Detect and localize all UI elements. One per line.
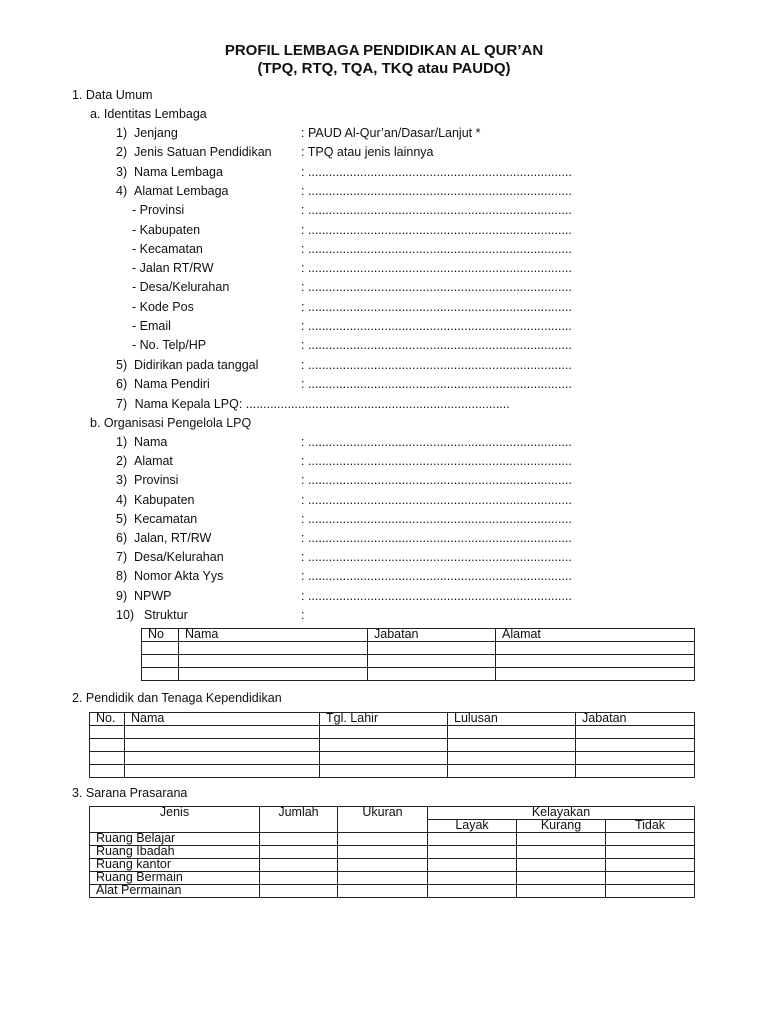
field-value: : ............................................................................ bbox=[301, 588, 572, 603]
identitas-row bbox=[116, 242, 636, 258]
table-cell bbox=[90, 739, 125, 752]
table-cell bbox=[320, 726, 448, 739]
field-value: : ............................................................................ bbox=[301, 299, 572, 314]
table-row bbox=[90, 833, 695, 846]
organisasi-row bbox=[116, 608, 636, 624]
table-cell bbox=[368, 655, 496, 668]
column-header: Jenis bbox=[90, 807, 260, 833]
field-label: - Jalan RT/RW bbox=[132, 261, 214, 276]
organisasi-row bbox=[116, 473, 636, 489]
field-label: - Kode Pos bbox=[132, 299, 194, 314]
item-number: 4) bbox=[116, 183, 128, 198]
table-cell bbox=[517, 859, 606, 872]
field-label: - Email bbox=[132, 319, 171, 333]
table-row bbox=[90, 885, 695, 898]
table-cell bbox=[606, 833, 695, 846]
table-cell bbox=[517, 846, 606, 859]
section1-heading: 1. Data Umum bbox=[72, 88, 153, 102]
table-header-row bbox=[90, 713, 695, 726]
table-cell bbox=[576, 752, 695, 765]
item-number: 6) bbox=[116, 531, 128, 545]
field-label: Nomor Akta Yys bbox=[134, 569, 224, 584]
field-value: : ............................................................................ bbox=[301, 280, 572, 295]
column-header: Jabatan bbox=[368, 629, 496, 642]
identitas-row bbox=[116, 184, 636, 200]
table-row bbox=[142, 668, 695, 681]
table-cell bbox=[125, 739, 320, 752]
table-cell bbox=[338, 872, 428, 885]
item-number: 10) bbox=[116, 607, 135, 622]
column-header: Alamat bbox=[496, 629, 695, 642]
organisasi-row bbox=[116, 531, 636, 547]
field-value: : ............................................................................ bbox=[301, 241, 572, 256]
section3-heading: 3. Sarana Prasarana bbox=[72, 786, 188, 800]
column-header: Ukuran bbox=[338, 807, 428, 833]
field-value: : TPQ atau jenis lainnya bbox=[301, 145, 434, 160]
organisasi-row bbox=[116, 435, 636, 451]
field-label: - Kecamatan bbox=[132, 241, 203, 256]
table-cell bbox=[90, 726, 125, 739]
sarana-jenis: Ruang kantor bbox=[90, 859, 260, 872]
organisasi-row bbox=[116, 512, 636, 528]
item-number: 3) bbox=[116, 473, 128, 488]
document-title-line2: (TPQ, RTQ, TQA, TKQ atau PAUDQ) bbox=[257, 60, 511, 77]
sarana-jenis: Ruang Ibadah bbox=[90, 846, 260, 859]
field-value: : bbox=[301, 607, 305, 622]
column-header-kelayakan: Kelayakan bbox=[428, 807, 695, 820]
identitas-row bbox=[116, 319, 636, 335]
table-cell bbox=[260, 859, 338, 872]
identitas-row bbox=[116, 126, 636, 142]
item-number: 8) bbox=[116, 569, 128, 584]
table-cell bbox=[90, 752, 125, 765]
identitas-row bbox=[116, 358, 636, 374]
table-cell bbox=[260, 846, 338, 859]
table-cell bbox=[260, 872, 338, 885]
kepala-lpq-text: Nama Kepala LPQ: ............................................................................ bbox=[134, 397, 510, 411]
identitas-row bbox=[116, 223, 636, 239]
table-cell bbox=[576, 726, 695, 739]
organisasi-row bbox=[116, 454, 636, 470]
table-cell bbox=[517, 872, 606, 885]
table-cell bbox=[517, 885, 606, 898]
table-cell bbox=[90, 765, 125, 778]
field-label: Alamat Lembaga bbox=[134, 183, 229, 198]
table-cell bbox=[368, 668, 496, 681]
organisasi-row bbox=[116, 589, 636, 605]
field-value: : ............................................................................ bbox=[301, 531, 572, 545]
column-header: Tgl. Lahir bbox=[320, 713, 448, 726]
table-row bbox=[90, 752, 695, 765]
document-title-line1: PROFIL LEMBAGA PENDIDIKAN AL QUR’AN bbox=[224, 42, 544, 59]
item-number: 1) bbox=[116, 435, 128, 449]
field-value: : ............................................................................ bbox=[301, 492, 572, 507]
column-header: Nama bbox=[125, 713, 320, 726]
table-cell bbox=[496, 655, 695, 668]
table-row bbox=[90, 739, 695, 752]
table-cell bbox=[260, 885, 338, 898]
field-label: Provinsi bbox=[134, 473, 179, 488]
column-header: Jabatan bbox=[576, 713, 695, 726]
column-subheader: Kurang bbox=[517, 820, 606, 833]
field-label: - Provinsi bbox=[132, 203, 185, 218]
table-cell bbox=[517, 833, 606, 846]
table-row bbox=[90, 859, 695, 872]
table-cell bbox=[125, 765, 320, 778]
sarana-jenis: Alat Permainan bbox=[90, 885, 260, 898]
item-number: 9) bbox=[116, 588, 128, 603]
table-cell bbox=[320, 752, 448, 765]
table-row bbox=[90, 872, 695, 885]
table-cell bbox=[448, 752, 576, 765]
table-cell bbox=[338, 846, 428, 859]
field-value: : ............................................................................ bbox=[301, 319, 572, 333]
field-value: : ............................................................................ bbox=[301, 376, 572, 391]
field-value: : PAUD Al-Qur’an/Dasar/Lanjut * bbox=[301, 126, 481, 140]
table-row bbox=[90, 726, 695, 739]
table-header-row bbox=[142, 629, 695, 642]
item-number: 5) bbox=[116, 357, 128, 372]
identitas-row bbox=[116, 338, 636, 354]
kepala-lpq-row bbox=[116, 397, 510, 412]
column-header: Nama bbox=[179, 629, 368, 642]
table-row bbox=[90, 765, 695, 778]
table-cell bbox=[179, 642, 368, 655]
table-cell bbox=[179, 668, 368, 681]
pendidik-table bbox=[89, 712, 695, 778]
table-cell bbox=[142, 642, 179, 655]
field-label: - Kabupaten bbox=[132, 222, 201, 237]
table-cell bbox=[125, 752, 320, 765]
table-cell bbox=[125, 726, 320, 739]
field-value: : ............................................................................ bbox=[301, 454, 572, 469]
table-cell bbox=[448, 765, 576, 778]
item-number: 5) bbox=[116, 511, 128, 526]
field-value: : ............................................................................ bbox=[301, 550, 572, 565]
column-header: No bbox=[142, 629, 179, 642]
sarana-jenis: Ruang Bermain bbox=[90, 872, 260, 885]
field-label: Jenjang bbox=[134, 126, 178, 140]
field-value: : ............................................................................ bbox=[301, 569, 572, 584]
item-number: 2) bbox=[116, 454, 128, 469]
field-label: Kecamatan bbox=[134, 511, 198, 526]
table-cell bbox=[142, 655, 179, 668]
table-cell bbox=[428, 885, 517, 898]
field-label: Alamat bbox=[134, 454, 173, 469]
kepala-lpq-number: 7) bbox=[116, 397, 128, 411]
field-value: : ............................................................................ bbox=[301, 183, 572, 198]
table-cell bbox=[606, 885, 695, 898]
field-label: - Desa/Kelurahan bbox=[132, 280, 230, 295]
field-label: Jalan, RT/RW bbox=[134, 531, 212, 545]
table-cell bbox=[142, 668, 179, 681]
table-cell bbox=[448, 726, 576, 739]
table-cell bbox=[260, 833, 338, 846]
field-value: : ............................................................................ bbox=[301, 261, 572, 276]
table-cell bbox=[338, 885, 428, 898]
table-cell bbox=[428, 859, 517, 872]
identitas-row bbox=[116, 145, 636, 161]
table-row bbox=[142, 642, 695, 655]
table-cell bbox=[448, 739, 576, 752]
field-value: : ............................................................................ bbox=[301, 338, 572, 353]
field-label: NPWP bbox=[134, 588, 172, 603]
item-number: 7) bbox=[116, 550, 128, 565]
table-cell bbox=[320, 765, 448, 778]
organisasi-row bbox=[116, 550, 636, 566]
item-number: 3) bbox=[116, 164, 128, 179]
field-label: Desa/Kelurahan bbox=[134, 550, 224, 565]
item-number: 6) bbox=[116, 376, 128, 391]
field-label: Didirikan pada tanggal bbox=[134, 357, 259, 372]
table-row bbox=[90, 846, 695, 859]
item-number: 1) bbox=[116, 126, 128, 140]
field-label: Jenis Satuan Pendidikan bbox=[134, 145, 272, 160]
table-cell bbox=[576, 765, 695, 778]
table-cell bbox=[606, 859, 695, 872]
field-value: : ............................................................................ bbox=[301, 511, 572, 526]
field-value: : ............................................................................ bbox=[301, 164, 572, 179]
field-label: - No. Telp/HP bbox=[132, 338, 207, 353]
identitas-row bbox=[116, 377, 636, 393]
field-value: : ............................................................................ bbox=[301, 357, 572, 372]
table-cell bbox=[496, 642, 695, 655]
field-value: : ............................................................................ bbox=[301, 203, 572, 218]
item-number: 2) bbox=[116, 145, 128, 160]
organisasi-row bbox=[116, 569, 636, 585]
sarana-table bbox=[89, 806, 695, 898]
table-cell bbox=[606, 872, 695, 885]
field-label: Nama Lembaga bbox=[134, 164, 223, 179]
table-cell bbox=[428, 833, 517, 846]
field-label: Nama bbox=[134, 435, 168, 449]
field-value: : ............................................................................ bbox=[301, 435, 572, 449]
item-number: 4) bbox=[116, 492, 128, 507]
table-cell bbox=[496, 668, 695, 681]
column-header: Lulusan bbox=[448, 713, 576, 726]
organisasi-row bbox=[116, 493, 636, 509]
table-header-row bbox=[90, 807, 695, 820]
field-label: Nama Pendiri bbox=[134, 376, 210, 391]
field-label: Kabupaten bbox=[134, 492, 195, 507]
organisasi-heading: b. Organisasi Pengelola LPQ bbox=[90, 416, 252, 430]
field-value: : ............................................................................ bbox=[301, 222, 572, 237]
field-label: Struktur bbox=[144, 607, 188, 622]
column-header: No. bbox=[90, 713, 125, 726]
table-cell bbox=[428, 846, 517, 859]
identitas-row bbox=[116, 261, 636, 277]
table-cell bbox=[320, 739, 448, 752]
table-cell bbox=[338, 833, 428, 846]
table-cell bbox=[338, 859, 428, 872]
column-subheader: Tidak bbox=[606, 820, 695, 833]
sarana-jenis: Ruang Belajar bbox=[90, 833, 260, 846]
table-cell bbox=[606, 846, 695, 859]
table-cell bbox=[179, 655, 368, 668]
struktur-table bbox=[141, 628, 695, 681]
identitas-row bbox=[116, 300, 636, 316]
identitas-row bbox=[116, 280, 636, 296]
identitas-row bbox=[116, 203, 636, 219]
table-cell bbox=[576, 739, 695, 752]
column-header: Jumlah bbox=[260, 807, 338, 833]
identitas-row bbox=[116, 165, 636, 181]
field-value: : ............................................................................ bbox=[301, 473, 572, 488]
section2-heading: 2. Pendidik dan Tenaga Kependidikan bbox=[72, 691, 282, 705]
table-cell bbox=[368, 642, 496, 655]
column-subheader: Layak bbox=[428, 820, 517, 833]
table-cell bbox=[428, 872, 517, 885]
table-row bbox=[142, 655, 695, 668]
identitas-heading: a. Identitas Lembaga bbox=[90, 107, 207, 121]
